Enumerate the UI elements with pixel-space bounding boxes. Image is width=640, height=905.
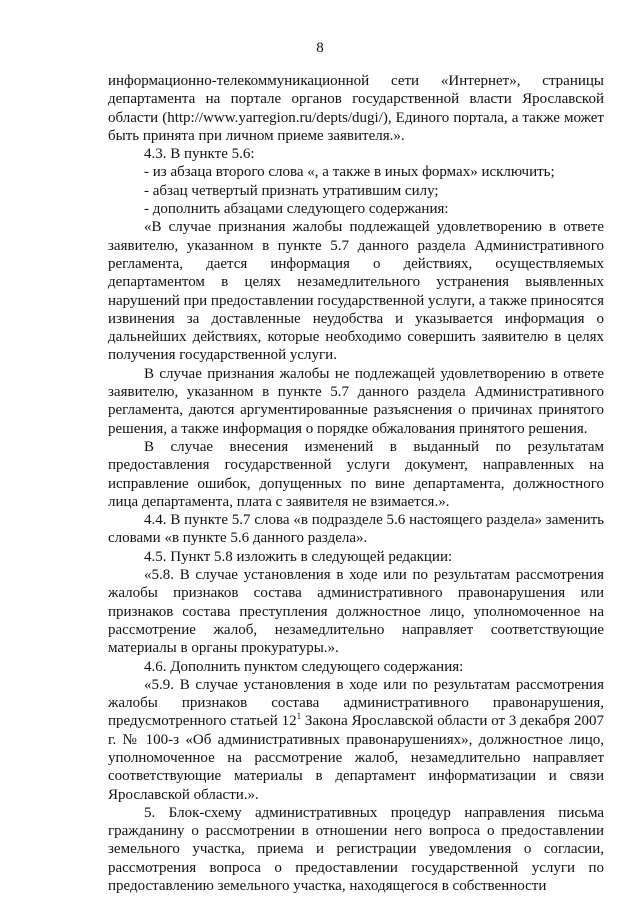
page-number: 8 xyxy=(316,40,324,56)
paragraph xyxy=(108,676,604,804)
paragraph-text-after: Закона Ярославской области от 3 декабря 2007 г. № 100-з «Об административных правонарушениях», должностное лицо, уполномоченное на рассмотрение жалоб, незамедлительно направляет соответствующие материалы в департамент информатизации и связи Ярославской области.». xyxy=(108,713,604,803)
paragraph: 4.5. Пункт 5.8 изложить в следующей редакции: xyxy=(144,548,453,565)
paragraph: 5. Блок-схему административных процедур направления письма гражданину о рассмотрении в отношении него вопроса о предоставлении земельного участка, приема и регистрации уведомления о согласии, рассмотрения вопроса о предоставлении государственной услуги по предоставлению земельного участка, находящегося в собственности xyxy=(108,804,604,895)
paragraph: 4.4. В пункте 5.7 слова «в подразделе 5.6 настоящего раздела» заменить словами «в пункте 5.6 данного раздела». xyxy=(108,512,604,547)
paragraph: «В случае признания жалобы подлежащей удовлетворению в ответе заявителю, указанном в пункте 5.7 данного раздела Административного регламента, дается информация о действиях, осуществляемых департаментом в целях незамедлительного устранения выявленных нарушений при предоставлении государственной услуги, а также приносятся извинения за доставленные неудобства и указывается информация о дальнейших действиях, которые необходимо совершить заявителю в целях получения государственной услуги. xyxy=(108,219,604,364)
paragraph-text-before: «5.9. В случае установления в ходе или по результатам рассмотрения жалобы признаков состава административного правонарушения, предусмотренного статьей 12 xyxy=(108,676,604,730)
list-item: - абзац четвертый признать утратившим силу; xyxy=(144,182,439,199)
list-item: - из абзаца второго слова «, а также в иных формах» исключить; xyxy=(144,164,555,181)
paragraph: «5.8. В случае установления в ходе или по результатам рассмотрения жалобы признаков состава административного правонарушения или признаков состава преступления должностное лицо, уполномоченное на рассмотрение жалоб, незамедлительно направляет соответствующие материалы в органы прокуратуры.». xyxy=(108,567,604,657)
paragraph: информационно-телекоммуникационной сети «Интернет», страницы департамента на портале органов государственной власти Ярославской области (http://www.yarregion.ru/depts/dugi/), Единого портала, а также может быть принята при личном приеме заявителя.». xyxy=(108,73,604,144)
paragraph: В случае признания жалобы не подлежащей удовлетворению в ответе заявителю, указанном в пункте 5.7 данного раздела Административного регламента, даются аргументированные разъяснения о причинах принятого решения, а также информация о порядке обжалования принятого решения. xyxy=(108,365,604,437)
document-body xyxy=(108,72,604,895)
paragraph: В случае внесения изменений в выданный по результатам предоставления государственной услуги документ, направленных на исправление ошибок, допущенных по вине департамента, должностного лица департамента, плата с заявителя не взимается.». xyxy=(108,438,604,510)
paragraph: 4.3. В пункте 5.6: xyxy=(144,146,255,163)
superscript: 1 xyxy=(296,711,302,722)
list-item: - дополнить абзацами следующего содержания: xyxy=(144,201,449,218)
paragraph: 4.6. Дополнить пунктом следующего содержания: xyxy=(144,658,464,675)
